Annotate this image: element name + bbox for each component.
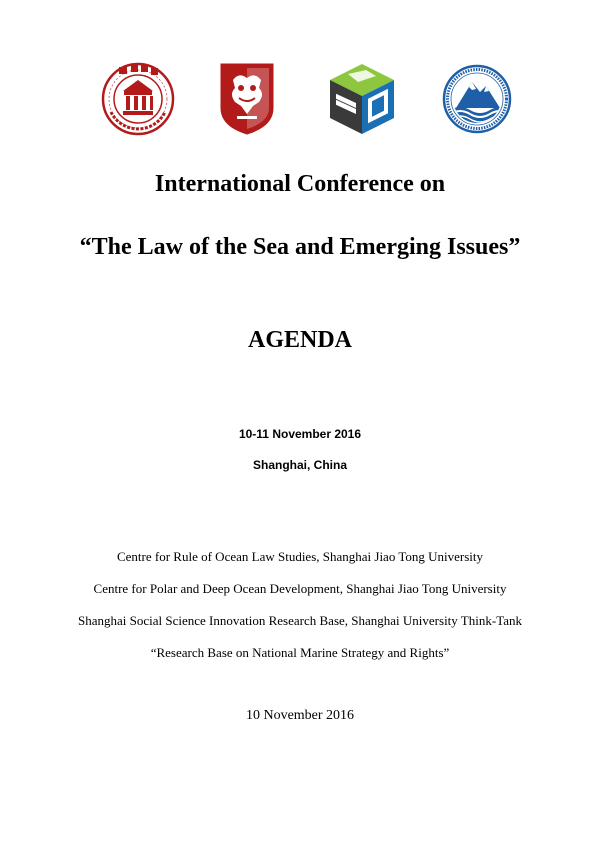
organizer-line: Shanghai Social Science Innovation Research Base, Shanghai University Think-Tank	[78, 613, 522, 628]
logo-row	[0, 62, 600, 136]
cube-logo-icon	[328, 62, 396, 136]
conference-title-line-2: “The Law of the Sea and Emerging Issues”	[79, 234, 521, 260]
sjtu-seal-icon	[101, 62, 175, 136]
event-dates: 10-11 November 2016	[238, 427, 362, 441]
event-location: Shanghai, China	[252, 458, 347, 472]
agenda-heading: AGENDA	[247, 327, 352, 353]
organizer-line: Centre for Rule of Ocean Law Studies, Shanghai Jiao Tong University	[116, 549, 484, 564]
ocean-center-emblem-icon	[442, 62, 512, 136]
conference-title-line-1: International Conference on	[154, 171, 446, 197]
organizer-line: “Research Base on National Marine Strategy and Rights”	[150, 645, 450, 660]
organizer-line: Centre for Polar and Deep Ocean Development, Shanghai Jiao Tong University	[93, 581, 507, 596]
document-date: 10 November 2016	[245, 708, 355, 723]
law-school-shield-icon	[219, 62, 275, 136]
